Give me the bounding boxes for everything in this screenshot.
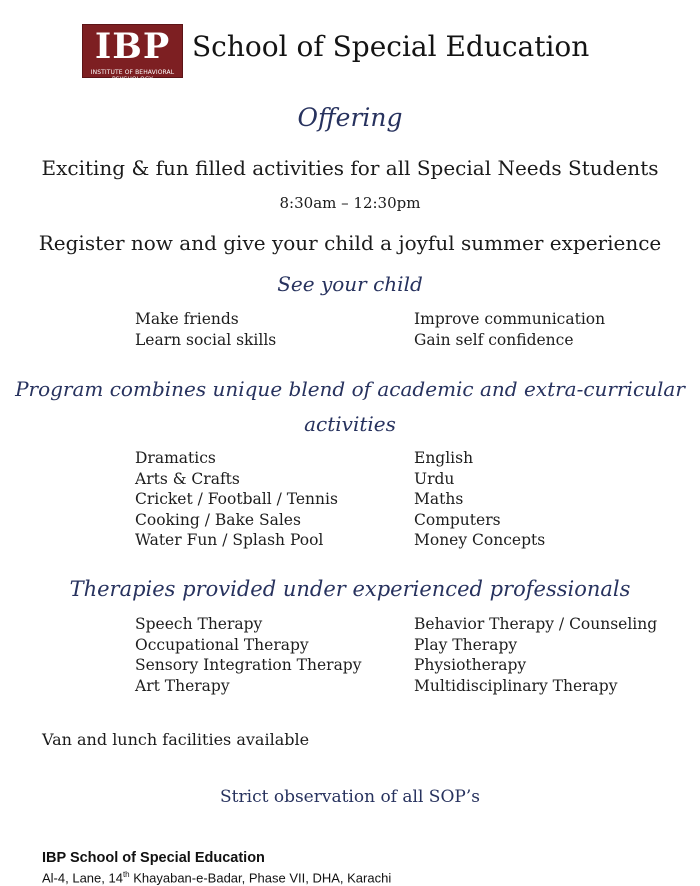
list-item: Multidisciplinary Therapy	[414, 676, 618, 695]
footer-address	[42, 867, 391, 886]
program-heading-line2: activities	[304, 412, 396, 436]
list-item: Dramatics	[135, 449, 216, 467]
list-item: Maths	[414, 490, 464, 508]
list-item: Cricket / Football / Tennis	[135, 490, 338, 508]
register-text: Register now and give your child a joyful summer experience	[38, 231, 662, 255]
list-item: Money Concepts	[414, 531, 546, 549]
address-start: Al-4, Lane, 14	[42, 870, 123, 886]
logo-subtext: INSTITUTE OF BEHAVIORAL PSYCHOLOGY	[90, 69, 175, 83]
list-item: Speech Therapy	[135, 615, 263, 633]
footer-school-name: IBP School of Special Education	[42, 850, 265, 866]
list-item: Computers	[414, 510, 501, 529]
list-item: Physiotherapy	[414, 656, 527, 674]
list-item: Water Fun / Splash Pool	[135, 531, 324, 549]
program-heading	[0, 372, 700, 442]
list-item: Behavior Therapy / Counseling	[414, 615, 658, 633]
list-item: Art Therapy	[135, 676, 230, 695]
benefits-right-list	[414, 309, 605, 350]
list-item: Arts & Crafts	[135, 469, 240, 488]
list-item: Make friends	[135, 310, 239, 328]
academics-right-list	[414, 448, 545, 551]
list-item: Gain self confidence	[414, 330, 574, 349]
list-item: Play Therapy	[414, 635, 518, 654]
list-item: Learn social skills	[135, 330, 277, 349]
list-item: Improve communication	[414, 310, 606, 328]
activities-tagline: Exciting & fun filled activities for all Special Needs Students	[41, 156, 659, 180]
therapies-heading: Therapies provided under experienced professionals	[69, 577, 631, 601]
list-item: Occupational Therapy	[135, 635, 309, 654]
benefits-left-list	[135, 309, 276, 350]
list-item: Sensory Integration Therapy	[135, 656, 362, 674]
see-your-child-heading: See your child	[277, 272, 423, 296]
van-lunch-note: Van and lunch facilities available	[42, 730, 310, 749]
logo-text: IBP	[94, 26, 171, 67]
sops-note: Strict observation of all SOP’s	[220, 787, 480, 807]
address-end: Khayaban-e-Badar, Phase VII, DHA, Karachi	[129, 870, 392, 886]
therapies-left-list	[135, 614, 361, 696]
list-item: English	[414, 449, 474, 467]
program-heading-line1: Program combines unique blend of academic and extra-curricular	[15, 377, 685, 401]
activities-left-list	[135, 448, 338, 551]
address-sup: th	[122, 870, 130, 879]
list-item: Urdu	[414, 469, 455, 488]
therapies-right-list	[414, 614, 657, 696]
ibp-logo	[82, 24, 183, 83]
school-title: School of Special Education	[192, 30, 590, 63]
offering-heading: Offering	[297, 103, 403, 132]
list-item: Cooking / Bake Sales	[135, 510, 301, 529]
timing-text: 8:30am – 12:30pm	[279, 194, 421, 212]
